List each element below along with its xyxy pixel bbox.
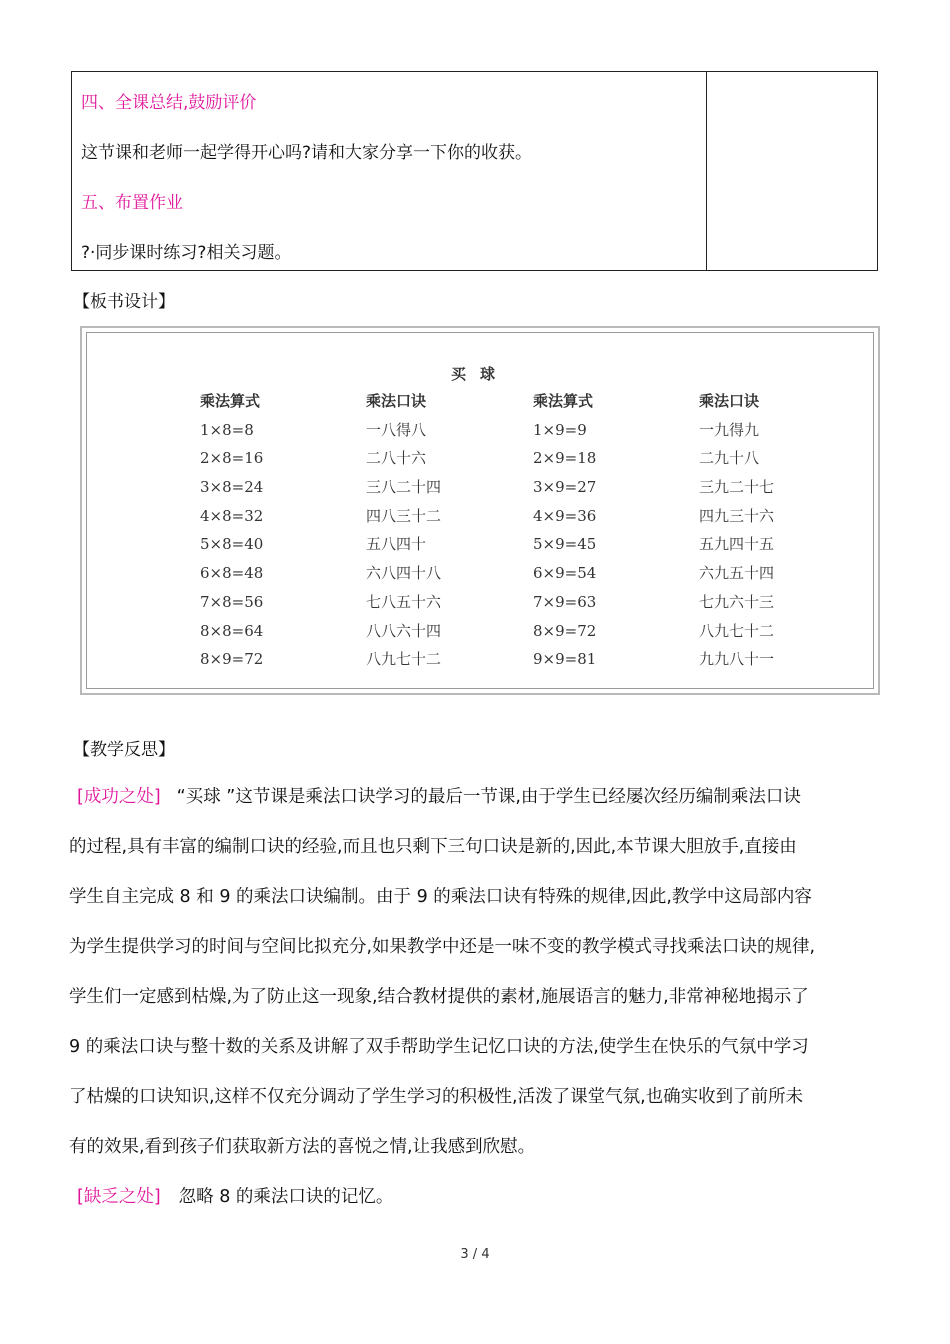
board-cell: 8×9=72 xyxy=(533,621,597,640)
board-cell: 7×9=63 xyxy=(533,592,597,611)
board-inner-frame xyxy=(86,332,874,689)
board-cell: 1×8=8 xyxy=(200,420,254,439)
board-cell: 六八四十八 xyxy=(366,564,442,583)
board-cell: 3×9=27 xyxy=(533,478,597,497)
board-cell: 六九五十四 xyxy=(699,564,775,583)
board-column-1 xyxy=(200,391,263,678)
board-cell: 2×8=16 xyxy=(200,449,264,468)
paragraph-line xyxy=(69,772,889,822)
board-cell: 一八得八 xyxy=(366,420,427,439)
board-cell: 6×8=48 xyxy=(200,564,264,583)
board-cell: 5×8=40 xyxy=(200,535,264,554)
board-cell: 三八二十四 xyxy=(366,478,442,497)
deficiency-paragraph xyxy=(69,1172,889,1222)
paragraph-line xyxy=(69,1172,889,1222)
board-cell: 2×9=18 xyxy=(533,449,597,468)
board-column-header: 乘法口诀 xyxy=(366,392,427,410)
board-title: 买球 xyxy=(450,365,509,383)
board-cell: 九九八十一 xyxy=(699,650,775,669)
board-cell: 三九二十七 xyxy=(699,478,775,497)
homework-text: ?·同步课时练习?相关习题。 xyxy=(81,243,292,263)
board-cell: 9×9=81 xyxy=(533,650,597,669)
board-cell: 五八四十 xyxy=(366,535,427,554)
lesson-table xyxy=(71,71,878,271)
board-cell: 八九七十二 xyxy=(366,650,442,669)
board-column-header: 乘法算式 xyxy=(200,392,261,410)
success-tag: [成功之处] xyxy=(77,787,161,807)
board-cell: 四九三十六 xyxy=(699,506,775,525)
board-cell: 7×8=56 xyxy=(200,592,264,611)
board-cell: 5×9=45 xyxy=(533,535,597,554)
page-number: 3 / 4 xyxy=(460,1247,490,1262)
board-column-2 xyxy=(366,391,441,678)
board-column-3 xyxy=(533,391,596,678)
paragraph-line: 有的效果,看到孩子们获取新方法的喜悦之情,让我感到欣慰。 xyxy=(69,1137,536,1157)
deficiency-text: 忽略 8 的乘法口诀的记忆。 xyxy=(178,1187,394,1207)
board-cell: 二八十六 xyxy=(366,449,427,468)
board-cell: 4×9=36 xyxy=(533,506,597,525)
board-column-header: 乘法口诀 xyxy=(699,392,760,410)
paragraph-line: 9 的乘法口诀与整十数的关系及讲解了双手帮助学生记忆口诀的方法,使学生在快乐的气氛中学习 xyxy=(69,1037,809,1057)
table-column-divider xyxy=(706,72,707,270)
board-cell: 6×9=54 xyxy=(533,564,597,583)
section-heading-homework: 五、布置作业 xyxy=(81,193,183,213)
board-cell: 五九四十五 xyxy=(699,535,775,554)
paragraph-line: 学生自主完成 8 和 9 的乘法口诀编制。由于 9 的乘法口诀有特殊的规律,因此,教学中这局部内容 xyxy=(69,887,812,907)
paragraph-line: 为学生提供学习的时间与空间比拟充分,如果教学中还是一味不变的教学模式寻找乘法口诀的规律, xyxy=(69,937,816,957)
board-cell: 七八五十六 xyxy=(366,592,442,611)
board-cell: 八八六十四 xyxy=(366,621,442,640)
paragraph-line: 的过程,具有丰富的编制口诀的经验,而且也只剩下三句口诀是新的,因此,本节课大胆放手,直接由 xyxy=(69,837,797,857)
reflection-heading: 【教学反思】 xyxy=(73,740,175,760)
board-cell: 4×8=32 xyxy=(200,506,264,525)
board-cell: 四八三十二 xyxy=(366,506,442,525)
board-cell: 8×9=72 xyxy=(200,650,264,669)
paragraph-line: 学生们一定感到枯燥,为了防止这一现象,结合教材提供的素材,施展语言的魅力,非常神秘地揭示了 xyxy=(69,987,809,1007)
board-column-4 xyxy=(699,391,774,678)
success-paragraph xyxy=(69,772,889,1172)
board-cell: 一九得九 xyxy=(699,420,760,439)
board-column-header: 乘法算式 xyxy=(533,392,594,410)
board-cell: 七九六十三 xyxy=(699,592,775,611)
board-cell: 3×8=24 xyxy=(200,478,264,497)
board-cell: 二九十八 xyxy=(699,449,760,468)
summary-text: 这节课和老师一起学得开心吗?请和大家分享一下你的收获。 xyxy=(81,143,533,163)
section-heading-summary: 四、全课总结,鼓励评价 xyxy=(81,93,257,113)
board-cell: 8×8=64 xyxy=(200,621,264,640)
deficiency-tag: [缺乏之处] xyxy=(77,1187,161,1207)
board-cell: 八九七十二 xyxy=(699,621,775,640)
paragraph-text: “买球 ”这节课是乘法口诀学习的最后一节课,由于学生已经屡次经历编制乘法口诀 xyxy=(176,787,801,807)
paragraph-line: 了枯燥的口诀知识,这样不仅充分调动了学生学习的积极性,活泼了课堂气氛,也确实收到了前所未 xyxy=(69,1087,804,1107)
board-cell: 1×9=9 xyxy=(533,420,587,439)
board-design-figure xyxy=(80,326,880,695)
board-design-heading: 【板书设计】 xyxy=(73,292,175,312)
